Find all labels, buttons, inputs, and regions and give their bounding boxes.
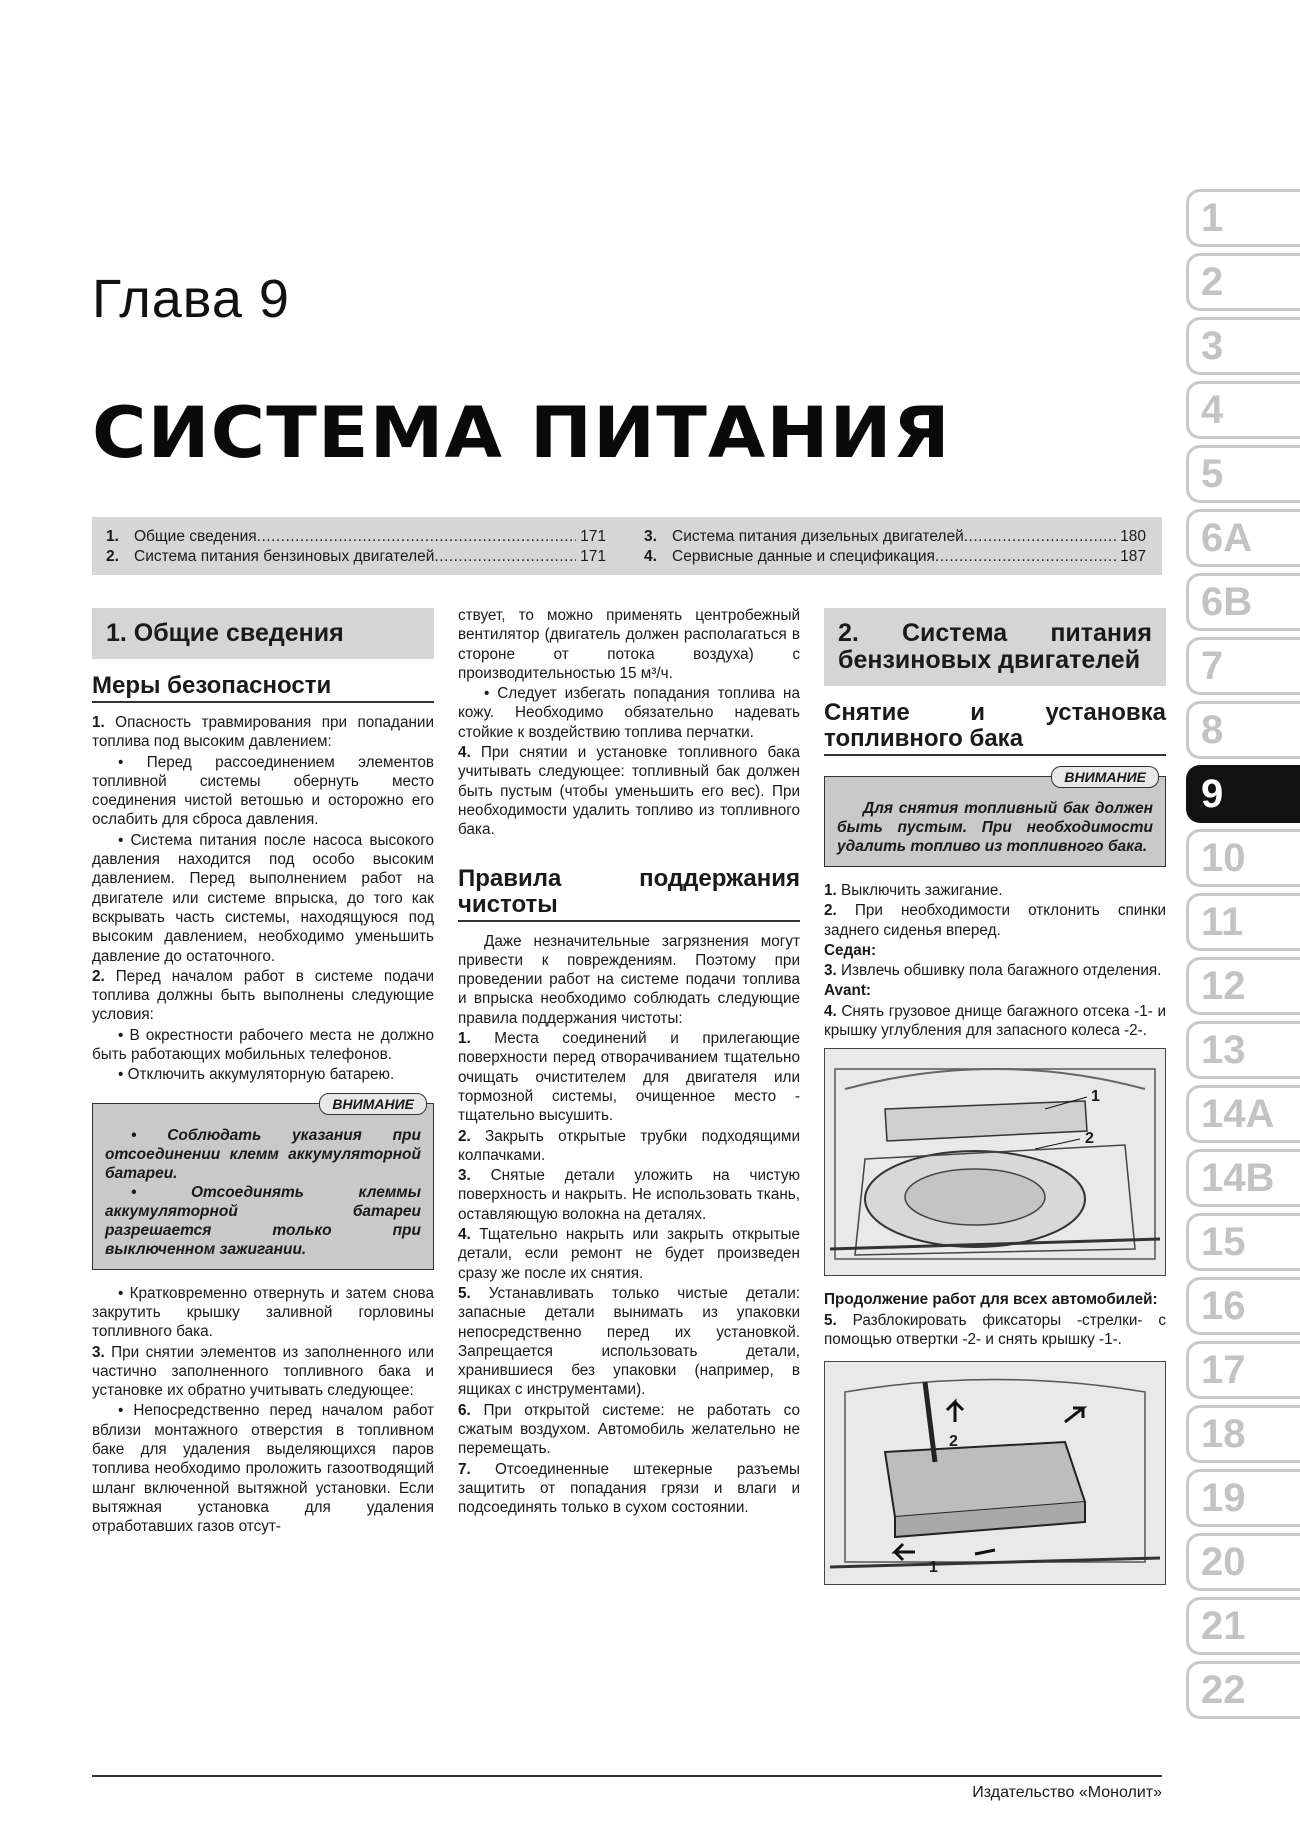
chapter-tab[interactable]: 4 — [1186, 381, 1300, 439]
list-item — [824, 901, 1166, 940]
section-heading: 2. Система питания бензиновых двигателей — [824, 608, 1166, 686]
step-number: 2. — [824, 902, 837, 920]
model-label: Avant: — [824, 982, 872, 1000]
contents-entry-title: Общие сведения — [134, 528, 257, 545]
contents-entry-number: 1. — [106, 528, 119, 545]
warning-tag: ВНИМАНИЕ — [1051, 766, 1159, 788]
text-column-3 — [824, 608, 1166, 1599]
list-item — [824, 961, 1166, 980]
step-text: Места соединений и прилегающие поверхности перед отворачиванием тщательно очищать очистителем для двигателя или тормозной системы, очищенное место - тщательно высушить. — [458, 1030, 800, 1125]
dot-leader — [935, 547, 1116, 567]
chapter-tab[interactable]: 3 — [1186, 317, 1300, 375]
text-column-1 — [92, 608, 434, 1538]
contents-entry-title: Сервисные данные и спецификация — [672, 548, 935, 565]
chapter-contents — [92, 517, 1162, 575]
step-number: 4. — [458, 1226, 471, 1244]
step-number: 7. — [458, 1460, 471, 1478]
paragraph: ствует, то можно применять центробежный вентилятор (двигатель должен располагаться в стороне от потока воздуха) с производительностью 15 м³/ч. — [458, 607, 800, 682]
footer-rule — [92, 1775, 1162, 1777]
bullet-paragraph: • Система питания после насоса высокого давления находится под особо высоким давлением. Перед выполнением работ на двигателе или системе впрыска, до того как вскрывать часть системы, находящуюся под высоким давлением, необходимо уменьшить давление до остаточного. — [92, 831, 434, 965]
list-item — [824, 1002, 1166, 1041]
callout-label: 1 — [929, 1559, 938, 1577]
list-item — [458, 1284, 800, 1400]
chapter-tab[interactable]: 1 — [1186, 189, 1300, 247]
contents-entry-title: Система питания дизельных двигателей — [672, 528, 964, 545]
bullet-paragraph: • Кратковременно отвернуть и затем снова закрутить крышку заливной горловины топливного бака. — [92, 1284, 434, 1341]
contents-entry-page: 171 — [580, 548, 606, 565]
step-text: При снятии элементов из заполненного или частично заполненного топливного бака и установке их обратно учитывать следующее: — [92, 1343, 434, 1400]
list-item — [458, 1029, 800, 1125]
text-column-2 — [458, 606, 800, 1518]
chapter-tab[interactable]: 5 — [1186, 445, 1300, 503]
section-heading: 1. Общие сведения — [92, 608, 434, 659]
warning-text: • Отсоединять клеммы аккумуляторной батареи разрешается только при выключенном зажигании. — [105, 1183, 421, 1258]
step-text: Отсоединенные штекерные разъемы защитить от попадания грязи и влаги и подсоединять только в сухом состоянии. — [458, 1460, 800, 1517]
warning-box — [92, 1095, 434, 1270]
dot-leader — [257, 527, 576, 547]
contents-entry[interactable] — [644, 527, 1146, 547]
list-item — [458, 1127, 800, 1166]
contents-entry[interactable] — [106, 547, 606, 567]
publisher-footer: Издательство «Монолит» — [972, 1784, 1162, 1801]
step-number: 2. — [92, 967, 105, 985]
step-number: 3. — [458, 1167, 471, 1185]
list-item — [458, 1225, 800, 1283]
paragraph — [92, 1343, 434, 1401]
chapter-tab[interactable]: 16 — [1186, 1277, 1300, 1335]
continuation-note: Продолжение работ для всех автомобилей: — [824, 1291, 1158, 1309]
step-text: Перед началом работ в системе подачи топлива должны быть выполнены следующие условия: — [92, 967, 434, 1024]
chapter-tab[interactable]: 6B — [1186, 573, 1300, 631]
chapter-tab-active[interactable]: 9 — [1186, 765, 1300, 823]
step-number: 3. — [824, 962, 837, 980]
contents-entry-number: 2. — [106, 548, 119, 565]
subsection-heading: Снятие и установка топливного бака — [824, 700, 1166, 756]
step-number: 2. — [458, 1127, 471, 1145]
contents-entry[interactable] — [106, 527, 606, 547]
chapter-tab[interactable]: 21 — [1186, 1597, 1300, 1655]
chapter-tab[interactable]: 15 — [1186, 1213, 1300, 1271]
list-item — [824, 1311, 1166, 1350]
step-text: Снять грузовое днище багажного отсека -1- и крышку углубления для запасного колеса -2-. — [824, 1002, 1166, 1040]
model-label: Седан: — [824, 941, 877, 959]
dot-leader — [434, 547, 576, 567]
callout-label: 2 — [1085, 1130, 1094, 1148]
callout-label: 1 — [1091, 1088, 1100, 1106]
chapter-tab[interactable]: 14A — [1186, 1085, 1300, 1143]
subsection-heading: Меры безопасности — [92, 673, 434, 703]
step-number: 5. — [824, 1311, 837, 1329]
bullet-paragraph: • В окрестности рабочего места не должно быть работающих мобильных телефонов. — [92, 1026, 434, 1064]
paragraph — [92, 967, 434, 1025]
list-item — [458, 1401, 800, 1459]
contents-entry[interactable] — [644, 547, 1146, 567]
contents-column-right — [644, 527, 1146, 567]
step-text: Выключить зажигание. — [836, 882, 1003, 899]
bullet-paragraph: • Перед рассоединением элементов топливной системы обернуть место соединения чистой ветошью и осторожно его ослабить для сброса давления. — [92, 753, 434, 829]
list-item — [824, 881, 1166, 900]
contents-entry-number: 3. — [644, 528, 657, 545]
step-text: Устанавливать только чистые детали: запасные детали вынимать из упаковки непосредственно перед их установкой. Запрещается использовать детали, хранившиеся без упаковки (например, в ящиках с инструментами). — [458, 1284, 800, 1399]
subsection-heading: Правила поддержания чистоты — [458, 866, 800, 922]
chapter-tab[interactable]: 13 — [1186, 1021, 1300, 1079]
contents-entry-number: 4. — [644, 548, 657, 565]
callout-label: 2 — [949, 1433, 958, 1451]
contents-entry-page: 187 — [1120, 548, 1146, 565]
chapter-tab[interactable]: 20 — [1186, 1533, 1300, 1591]
step-number: 5. — [458, 1284, 471, 1302]
cover-removal-drawing — [825, 1362, 1165, 1584]
contents-entry-page: 171 — [580, 528, 606, 545]
chapter-tab[interactable]: 19 — [1186, 1469, 1300, 1527]
cover-removal-illustration — [824, 1361, 1166, 1585]
step-text: Опасность травмирования при попадании топлива под высоким давлением: — [92, 714, 434, 751]
warning-text: • Соблюдать указания при отсоединении клемм аккумуляторной батареи. — [105, 1126, 421, 1182]
warning-text: Для снятия топливный бак должен быть пустым. При необходимости удалить топливо из топливного бака. — [837, 800, 1153, 855]
step-text: Извлечь обшивку пола багажного отделения. — [836, 962, 1162, 980]
trunk-floor-drawing — [825, 1049, 1165, 1275]
list-item — [458, 1166, 800, 1224]
contents-entry-title: Система питания бензиновых двигателей — [134, 548, 435, 565]
step-text: Закрыть открытые трубки подходящими колпачками. — [458, 1127, 800, 1164]
chapter-tab[interactable]: 22 — [1186, 1661, 1300, 1719]
contents-column-left — [106, 527, 606, 567]
chapter-tab[interactable]: 2 — [1186, 253, 1300, 311]
step-text: При открытой системе: не работать со сжатым воздухом. Автомобиль желательно не перемещать. — [458, 1401, 800, 1458]
chapter-tabs — [1186, 189, 1300, 1725]
step-number: 3. — [92, 1343, 105, 1361]
bullet-paragraph: • Отключить аккумуляторную батарею. — [118, 1066, 395, 1084]
chapter-tab[interactable]: 18 — [1186, 1405, 1300, 1463]
paragraph: Даже незначительные загрязнения могут привести к повреждениям. Поэтому при проведении работ на системе подачи топлива и впрыска необходимо соблюдать следующие правила поддержания чистоты: — [458, 932, 800, 1027]
step-number: 1. — [458, 1030, 471, 1048]
step-number: 6. — [458, 1401, 471, 1419]
chapter-tab[interactable]: 10 — [1186, 829, 1300, 887]
warning-box — [824, 769, 1166, 867]
step-text: При снятии и установке топливного бака учитывать следующее: топливный бак должен быть пустым (чтобы уменьшить его вес). При необходимости удалить топливо из топливного бака. — [458, 744, 800, 839]
bullet-paragraph: • Непосредственно перед началом работ вблизи монтажного отверстия в топливном баке для удаления выделяющихся паров топлива необходимо проложить газоотводящий шланг включенной вытяжной установки. Если вытяжная установка для удаления отработавших газов отсут- — [92, 1402, 434, 1536]
step-number: 1. — [92, 714, 105, 731]
chapter-tab[interactable]: 6A — [1186, 509, 1300, 567]
step-number: 4. — [458, 744, 471, 762]
chapter-title: СИСТЕМА ПИТАНИЯ — [92, 392, 951, 474]
paragraph — [458, 743, 800, 839]
step-text: При необходимости отклонить спинки заднего сиденья вперед. — [824, 902, 1166, 939]
contents-entry-page: 180 — [1120, 528, 1146, 545]
step-text: Разблокировать фиксаторы -стрелки- с помощью отвертки -2- и снять крышку -1-. — [824, 1311, 1166, 1348]
dot-leader — [964, 527, 1116, 547]
chapter-tab[interactable]: 7 — [1186, 637, 1300, 695]
step-number: 4. — [824, 1002, 837, 1020]
chapter-tab[interactable]: 8 — [1186, 701, 1300, 759]
step-text: Снятые детали уложить на чистую поверхность и накрыть. Не использовать ткань, оставляющую волокна на деталях. — [458, 1167, 800, 1223]
chapter-tab[interactable]: 11 — [1186, 893, 1300, 951]
chapter-label: Глава 9 — [92, 269, 290, 329]
warning-tag: ВНИМАНИЕ — [319, 1093, 427, 1115]
step-text: Тщательно накрыть или закрыть открытые детали, если ремонт не будет произведен сразу же после их снятия. — [458, 1226, 800, 1282]
chapter-tab[interactable]: 14B — [1186, 1149, 1300, 1207]
trunk-floor-illustration — [824, 1048, 1166, 1276]
chapter-tab[interactable]: 12 — [1186, 957, 1300, 1015]
list-item — [458, 1460, 800, 1518]
bullet-paragraph: • Следует избегать попадания топлива на кожу. Необходимо обязательно надевать стойкие к воздействию топлива перчатки. — [458, 685, 800, 741]
step-number: 1. — [824, 882, 837, 899]
paragraph — [92, 713, 434, 752]
chapter-tab[interactable]: 17 — [1186, 1341, 1300, 1399]
